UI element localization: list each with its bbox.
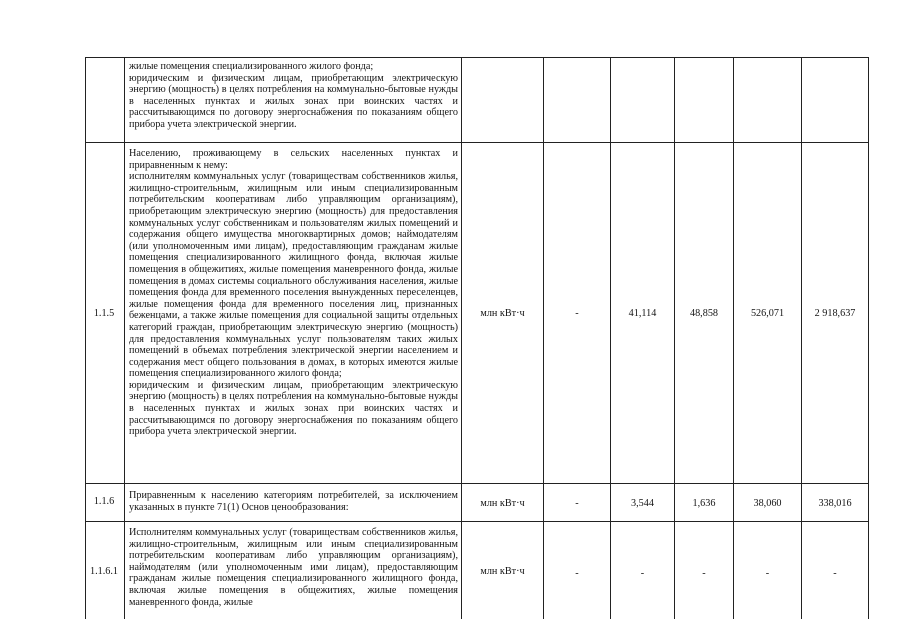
row-code: 1.1.6.1 [89, 566, 118, 577]
value-cell: 2 918,637 [814, 308, 856, 319]
value-cell: - [575, 308, 579, 319]
unit-cell: млн кВт·ч [480, 498, 525, 509]
grid-line [85, 521, 869, 522]
value-cell: - [575, 498, 579, 509]
value-cell: - [765, 568, 770, 579]
row-description [129, 61, 458, 131]
value-cell: 1,636 [692, 498, 716, 509]
row-description [129, 527, 458, 608]
value-cell: 38,060 [753, 498, 782, 509]
grid-line [85, 57, 869, 58]
row-code: 1.1.5 [93, 308, 115, 319]
description-paragraph: жилые помещения специализированного жилого фонда; [129, 61, 374, 72]
description-paragraph: Приравненным к населению категориям потребителей, за исключением указанных в пункте 71(1) Основ ценообразования: [129, 490, 458, 513]
grid-line [85, 142, 869, 143]
value-cell: - [640, 568, 645, 579]
description-paragraph: юридическим и физическим лицам, приобретающим электрическую энергию (мощность) в целях потребления на коммунально-бытовые нужды в населенных пунктах и жилых зонах при воинских частях и рассчитывающимся по договору энергоснабжения по показаниям общего прибора учета электрической энергии. [129, 72, 458, 130]
grid-line [85, 483, 869, 484]
value-cell: - [575, 568, 579, 579]
row-description [129, 148, 458, 438]
row-description [129, 490, 458, 513]
unit-cell: млн кВт·ч [480, 566, 525, 577]
value-cell: 3,544 [631, 498, 654, 509]
value-cell: 526,071 [750, 308, 785, 319]
row-code: 1.1.6 [93, 496, 115, 507]
value-cell: - [833, 568, 837, 579]
unit-cell: млн кВт·ч [480, 308, 525, 319]
value-cell: 41,114 [628, 308, 657, 319]
value-cell: - [702, 568, 706, 579]
description-paragraph: юридическим и физическим лицам, приобретающим электрическую энергию (мощность) в целях потребления на коммунально-бытовые нужды в населенных пунктах и жилых зонах при воинских частях и рассчитывающимся по договору энергоснабжения по показаниям общего прибора учета электрической энергии. [129, 379, 458, 438]
description-paragraph: исполнителям коммунальных услуг (товариществам собственников жилья, жилищно-строительным, жилищным или иным специализированным потребительским кооперативам либо управляющим организациям), приобретающим электрическую энергию (мощность) для предоставления коммунальных услуг собственникам и пользователям жилых помещений и содержания общего имущества многоквартирных домов; наймодателям (или уполномоченным ими лицам), предоставляющим гражданам жилые помещения специализированного жилищного фонда, включая жилые помещения в общежитиях, жилые помещения маневренного фонда, жилые помещения в домах системы социального обслуживания населения, жилые помещения фонда для временного поселения вынужденных переселенцев, жилые помещения фонда для временного поселения лиц, признанных беженцами, а также жилые помещения для социальной защиты отдельных категорий граждан, приобретающим электрическую энергию (мощность) для предоставления коммунальных услуг пользователям таких жилых помещений в объемах потребления электрической энергии населением и содержания мест общего пользования в домах, в которых имеются жилые помещения специализированного жилого фонда; [129, 171, 458, 380]
value-cell: 48,858 [689, 308, 718, 319]
description-paragraph: Населению, проживающему в сельских населенных пунктах и приравненным к нему: [129, 148, 458, 171]
description-paragraph: Исполнителям коммунальных услуг (товариществам собственников жилья, жилищно-строительным, жилищным или иным специализированным потребительским кооперативам либо управляющим организациям), наймодателям (или уполномоченным ими лицам), предоставляющим гражданам жилые помещения специализированного жилищного фонда, включая жилые помещения в общежитиях, жилые помещения маневренного фонда, жилые [129, 527, 458, 608]
value-cell: 338,016 [818, 498, 852, 509]
